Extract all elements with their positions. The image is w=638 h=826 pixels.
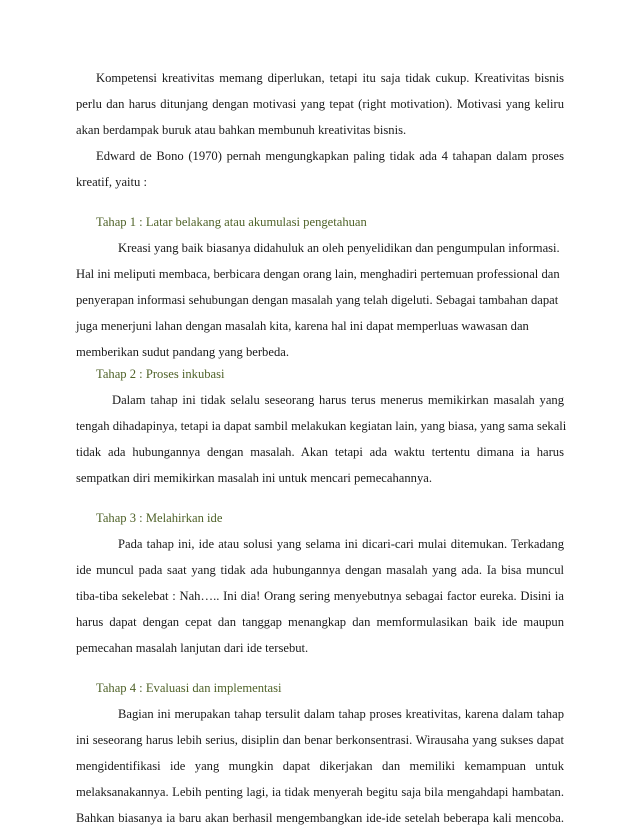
stage-3-line: ide muncul pada saat yang tidak ada hubungannya dengan masalah yang ada. Ia bisa muncul xyxy=(76,563,564,577)
stage-1-line: Kreasi yang baik biasanya didahuluk an oleh penyelidikan dan pengumpulan informasi. xyxy=(118,241,560,255)
stage-4-line: melaksanakannya. Lebih penting lagi, ia tidak menyerah begitu saja bila mengahdapi hambatan. xyxy=(76,785,564,799)
stage-4-line: Bagian ini merupakan tahap tersulit dalam tahap proses kreativitas, karena dalam tahap xyxy=(118,707,564,721)
stage-3-line: harus dapat dengan cepat dan tanggap menangkap dan memformulasikan baik ide maupun xyxy=(76,615,564,629)
stage-4-heading: Tahap 4 : Evaluasi dan implementasi xyxy=(96,681,282,695)
stage-2-heading: Tahap 2 : Proses inkubasi xyxy=(96,367,225,381)
intro-line: akan berdampak buruk atau bahkan membunuh kreativitas bisnis. xyxy=(76,123,407,137)
stage-2-line: tidak ada hubungannya dengan masalah. Akan tetapi ada waktu tertentu dimana ia harus xyxy=(76,445,564,459)
stage-2-line: sempatkan diri memikirkan masalah ini untuk mencari pemecahannya. xyxy=(76,471,433,485)
stage-2-line: Dalam tahap ini tidak selalu seseorang harus terus menerus memikirkan masalah yang xyxy=(112,393,564,407)
stage-1-line: juga menerjuni lahan dengan masalah kita, karena hal ini dapat memperluas wawasan dan xyxy=(76,319,529,333)
intro-line: Edward de Bono (1970) pernah mengungkapkan paling tidak ada 4 tahapan dalam proses xyxy=(96,149,564,163)
stage-1-line: penyerapan informasi sehubungan dengan masalah yang telah digeluti. Sebagai tambahan dapat xyxy=(76,293,559,307)
stage-4-line: ini seseorang harus lebih serius, disiplin dan benar berkonsentrasi. Wirausaha yang sukses dapat xyxy=(76,733,564,747)
stage-3-line: pemecahan masalah lanjutan dari ide tersebut. xyxy=(76,641,309,655)
stage-3-line: tiba-tiba sekelebat : Nah….. Ini dia! Orang sering menyebutnya sebagai factor eureka. Disini ia xyxy=(76,589,564,603)
stage-3-heading: Tahap 3 : Melahirkan ide xyxy=(96,511,223,525)
stage-4-line: mengidentifikasi ide yang mungkin dapat dikerjakan dan memiliki kemampuan untuk xyxy=(76,759,564,773)
intro-line: perlu dan harus ditunjang dengan motivasi yang tepat (right motivation). Motivasi yang keliru xyxy=(76,97,564,111)
stage-2-line: tengah dihadapinya, tetapi ia dapat sambil melakukan kegiatan lain, yang biasa, yang sama sekali xyxy=(76,419,567,433)
stage-1-heading: Tahap 1 : Latar belakang atau akumulasi pengetahuan xyxy=(96,215,367,229)
intro-line: kreatif, yaitu : xyxy=(76,175,147,189)
stage-4-line: Bahkan biasanya ia baru akan berhasil mengembangkan ide-ide setelah beberapa kali mencoba. xyxy=(76,811,564,825)
stage-3-line: Pada tahap ini, ide atau solusi yang selama ini dicari-cari mulai ditemukan. Terkadang xyxy=(118,537,564,551)
stage-1-line: memberikan sudut pandang yang berbeda. xyxy=(76,345,289,359)
intro-line: Kompetensi kreativitas memang diperlukan, tetapi itu saja tidak cukup. Kreativitas bisnis xyxy=(96,71,564,85)
stage-1-line: Hal ini meliputi membaca, berbicara dengan orang lain, menghadiri pertemuan professional dan xyxy=(76,267,560,281)
